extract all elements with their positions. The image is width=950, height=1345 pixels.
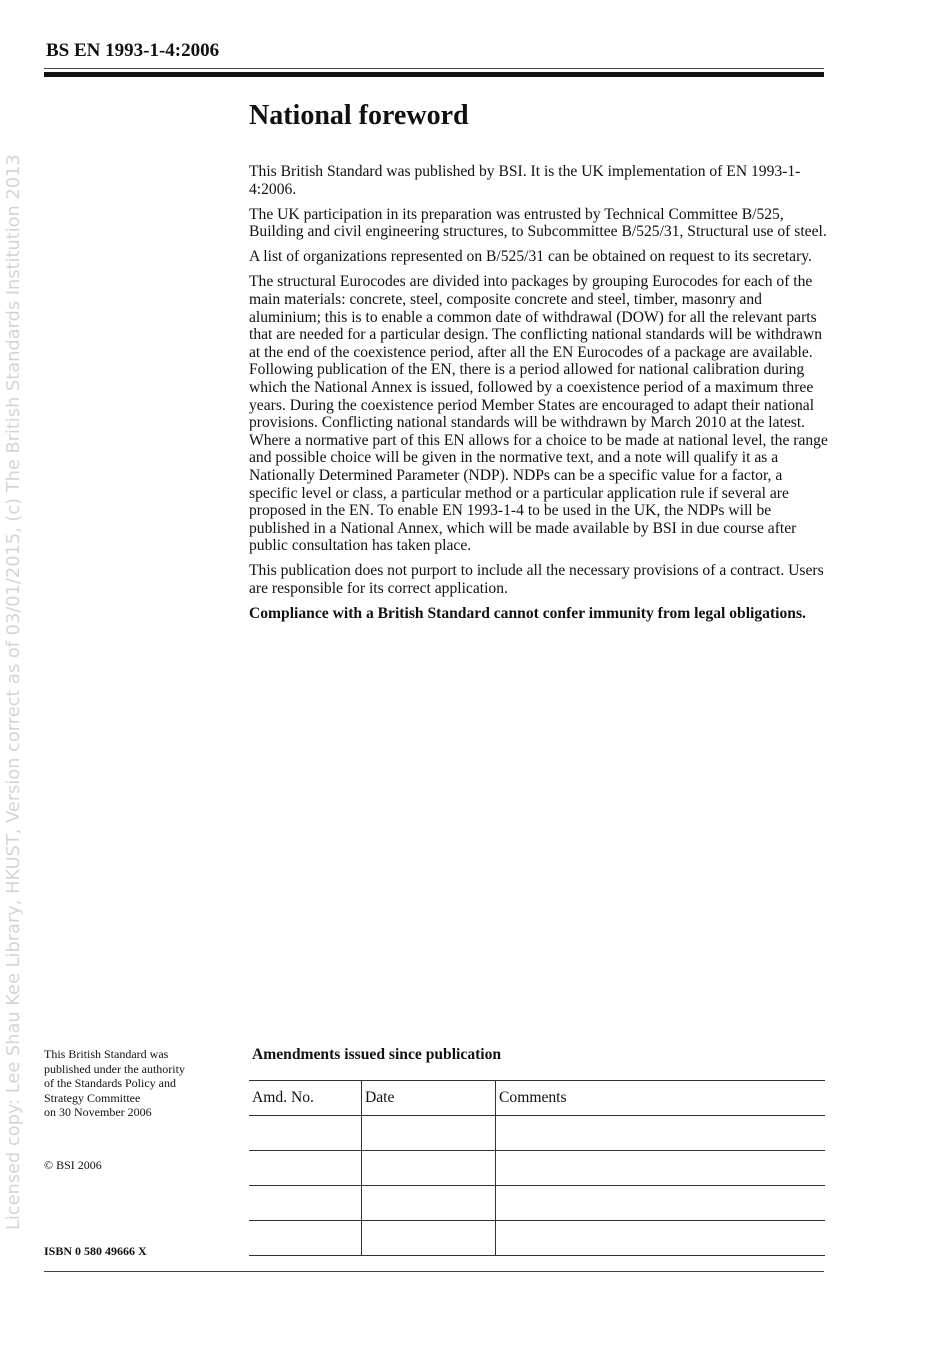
table-cell [362,1151,496,1186]
header-rule-thick [44,72,824,77]
foreword-paragraph: This publication does not purport to include all the necessary provisions of a contract. Users are responsible for its correct application. [249,562,824,598]
table-cell [496,1186,826,1221]
amendments-table [249,1080,825,1256]
standard-code: BS EN 1993-1-4:2006 [46,40,220,61]
table-cell [249,1116,362,1151]
isbn: ISBN 0 580 49666 X [44,1244,147,1258]
footer-rule [44,1271,824,1272]
publication-authority: This British Standard was published under the authority of the Standards Policy and Strategy Committee on 30 November 2006 [44,1047,185,1119]
foreword-paragraph: The UK participation in its preparation was entrusted by Technical Committee B/525, Building and civil engineering structures, to Subcommittee B/525/31, Structural use of steel. [249,205,827,241]
header-rule-thin [44,68,824,69]
table-cell [249,1221,362,1256]
table-cell [362,1186,496,1221]
compliance-note: Compliance with a British Standard cannot confer immunity from legal obligations. [249,605,806,623]
table-row [249,1221,825,1256]
table-cell [249,1151,362,1186]
table-cell [496,1116,826,1151]
table-row [249,1151,825,1186]
column-header-amd-no: Amd. No. [249,1081,362,1116]
column-header-date: Date [362,1081,496,1116]
table-cell [249,1186,362,1221]
amendments-heading: Amendments issued since publication [252,1046,502,1063]
copyright: © BSI 2006 [44,1158,102,1172]
table-cell [362,1116,496,1151]
foreword-paragraph: A list of organizations represented on B/525/31 can be obtained on request to its secretary. [249,248,812,266]
foreword-paragraph: The structural Eurocodes are divided into packages by grouping Eurocodes for each of the main materials: concrete, steel, composite concrete and steel, timber, masonry and aluminium; this is to enable a common date of withdrawal (DOW) for all the relevant parts that are needed for a particular design. The conflicting national standards will be withdrawn at the end of the coexistence period, after all the EN Eurocodes of a package are available. Following publication of the EN, there is a period allowed for national calibration during which the National Annex is issued, followed by a coexistence period of a maximum three years. During the coexistence period Member States are encouraged to adapt their national provisions. Conflicting national standards will be withdrawn by March 2010 at the latest. Where a normative part of this EN allows for a choice to be made at national level, the range and possible choice will be given in the normative text, and a note will qualify it as a Nationally Determined Parameter (NDP). NDPs can be a specific value for a factor, a specific level or class, a particular method or a particular application rule if several are proposed in the EN. To enable EN 1993-1-4 to be used in the UK, the NDPs will be published in a National Annex, which will be made available by BSI in due course after public consultation has taken place. [249,273,828,555]
table-row [249,1186,825,1221]
table-cell [496,1221,826,1256]
foreword-paragraph: This British Standard was published by BSI. It is the UK implementation of EN 1993-1-4:2006. [249,163,801,198]
table-cell [496,1151,826,1186]
table-cell [362,1221,496,1256]
table-row [249,1116,825,1151]
column-header-comments: Comments [496,1081,826,1116]
page-title: National foreword [249,100,469,131]
table-header-row [249,1081,825,1116]
foreword-body [249,163,829,630]
license-watermark: Licensed copy: Lee Shau Kee Library, HKUST, Version correct as of 03/01/2015, (c) The British Standards Institution 2013 [3,154,24,1230]
